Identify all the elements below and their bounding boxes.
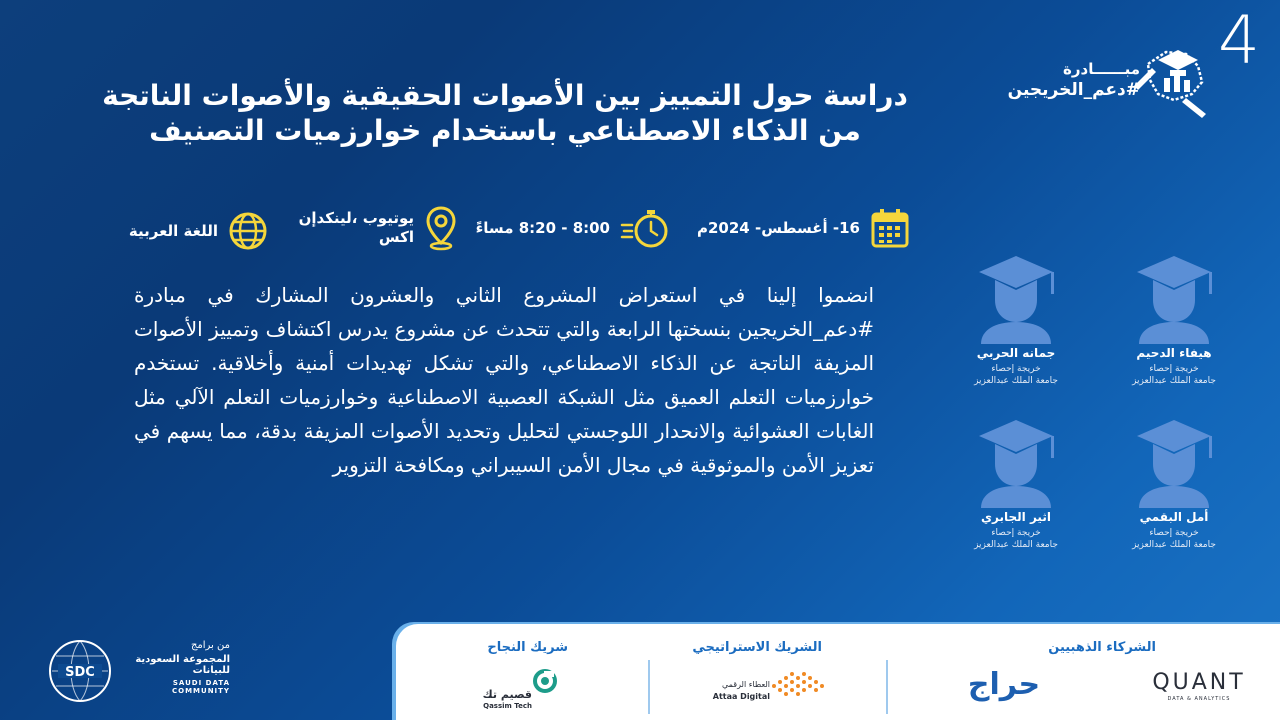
attaa-name-en: Attaa Digital bbox=[712, 692, 770, 701]
member-role: خريجة إحصاء bbox=[991, 364, 1041, 374]
sdc-branding bbox=[122, 640, 230, 695]
sdc-logo-text: SDC bbox=[65, 665, 95, 680]
project-description: انضموا إلينا في استعراض المشروع الثاني والعشرون المشارك في مبادرة #دعم_الخريجين بنسختها الرابعة والتي تتحدث عن مشروع يدرس اكتشاف وتمييز الأصوات المزيفة الناتجة عن الذكاء الاصطناعي، والتي تشكل تهديدات أمنية وأخلاقية. تستخدم خوارزميات التعلم العميق مثل الشبكة العصبية الاصطناعية وخوارزميات التعلم الآلي مثل الغابات العشوائية والانحدار اللوجستي لتحليل وتحديد الأصوات المزيفة بدقة، مما يسهم في تعزيز الأمن والموثوقية في مجال الأمن السيبراني ومكافحة التزوير bbox=[134, 283, 874, 477]
stopwatch-icon bbox=[620, 207, 672, 249]
platforms-line-2: اكس bbox=[378, 228, 414, 246]
globe-icon bbox=[228, 211, 268, 251]
language-text: اللغة العربية bbox=[128, 221, 218, 240]
team-member bbox=[946, 252, 1086, 386]
qassim-tech-logo bbox=[474, 666, 564, 712]
program-from-label: من برامج bbox=[190, 640, 230, 651]
quant-logo bbox=[1144, 672, 1254, 702]
platforms-text bbox=[299, 209, 414, 247]
date-text: 16- أغسطس- 2024م bbox=[697, 218, 860, 237]
qassim-tech-mark-icon bbox=[532, 668, 558, 694]
member-university: جامعة الملك عبدالعزيز bbox=[1132, 540, 1216, 550]
platforms-info bbox=[299, 205, 458, 251]
attaa-mark-icon bbox=[768, 666, 828, 700]
haraj-logo: حراج bbox=[967, 667, 1041, 702]
strategic-partner-heading: الشريك الاستراتيجي bbox=[692, 640, 822, 655]
graduate-avatar-icon bbox=[973, 416, 1059, 508]
member-name: هيفاء الدحيم bbox=[1136, 346, 1212, 360]
calendar-icon bbox=[870, 207, 910, 249]
member-university: جامعة الملك عبدالعزيز bbox=[974, 376, 1058, 386]
language-info bbox=[129, 211, 268, 251]
team-member bbox=[946, 416, 1086, 550]
team-member bbox=[1104, 252, 1244, 386]
member-role: خريجة إحصاء bbox=[991, 528, 1041, 538]
attaa-name-ar: العطاء الرقمي bbox=[721, 680, 770, 689]
member-university: جامعة الملك عبدالعزيز bbox=[974, 540, 1058, 550]
graduation-map-logo-icon bbox=[1128, 42, 1218, 120]
quant-logo-name: QUANT bbox=[1152, 670, 1246, 695]
member-name: اثير الجابري bbox=[981, 510, 1051, 524]
graduate-avatar-icon bbox=[973, 252, 1059, 344]
initiative-hashtag: #دعم_الخريجين bbox=[1007, 80, 1140, 100]
quant-logo-subtitle: DATA & ANALYTICS bbox=[1167, 696, 1231, 702]
partner-divider bbox=[648, 660, 650, 714]
community-name-ar: المجموعة السعودية للبيانات bbox=[135, 654, 230, 676]
success-partner-heading: شريك النجاح bbox=[487, 640, 568, 655]
graduate-avatar-icon bbox=[1131, 252, 1217, 344]
attaa-digital-logo bbox=[712, 664, 832, 708]
sdc-logo-icon bbox=[42, 636, 118, 706]
member-name: جمانه الحربي bbox=[976, 346, 1056, 360]
graduate-avatar-icon bbox=[1131, 416, 1217, 508]
location-pin-icon bbox=[424, 205, 458, 251]
community-name-en: SAUDI DATA COMMUNITY bbox=[171, 679, 230, 695]
member-role: خريجة إحصاء bbox=[1149, 364, 1199, 374]
initiative-label: مبــــــادرة bbox=[1063, 60, 1140, 78]
platforms-line-1: يوتيوب ،لينكدإن bbox=[298, 209, 414, 228]
partner-divider bbox=[886, 660, 888, 714]
qassim-name-en: Qassim Tech bbox=[483, 702, 532, 710]
time-text: 8:00 - 8:20 مساءً bbox=[475, 218, 610, 237]
page-title: دراسة حول التمييز بين الأصوات الحقيقية والأصوات الناتجة من الذكاء الاصطناعي باستخدام خوارزميات التصنيف bbox=[102, 79, 908, 147]
date-info bbox=[697, 207, 910, 249]
time-info bbox=[476, 207, 672, 249]
member-university: جامعة الملك عبدالعزيز bbox=[1132, 376, 1216, 386]
team-member bbox=[1104, 416, 1244, 550]
member-role: خريجة إحصاء bbox=[1149, 528, 1199, 538]
episode-number: 4 bbox=[1218, 2, 1260, 79]
initiative-branding bbox=[1000, 60, 1140, 100]
qassim-name-ar: قصيم تك bbox=[482, 688, 532, 701]
gold-partners-heading: الشركاء الذهبيين bbox=[1048, 640, 1156, 655]
member-name: أمل البقمي bbox=[1139, 510, 1209, 524]
